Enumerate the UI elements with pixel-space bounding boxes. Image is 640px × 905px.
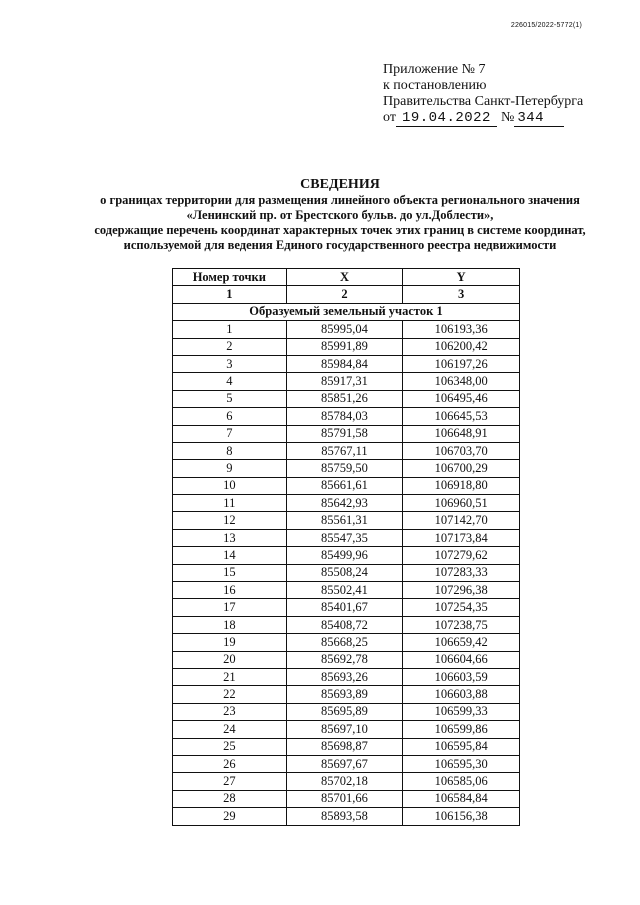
y-coordinate-cell: 106348,00 (403, 373, 520, 390)
table-header-row (173, 269, 520, 286)
title-block (60, 176, 620, 253)
table-row (173, 651, 520, 668)
x-coordinate-cell: 85692,78 (286, 651, 403, 668)
table-row (173, 512, 520, 529)
y-coordinate-cell: 106200,42 (403, 338, 520, 355)
point-number-cell: 7 (173, 425, 287, 442)
point-number-cell: 18 (173, 616, 287, 633)
table-row (173, 460, 520, 477)
x-coordinate-cell: 85702,18 (286, 773, 403, 790)
date-prefix: от (383, 110, 396, 125)
table-row (173, 564, 520, 581)
y-coordinate-cell: 106595,84 (403, 738, 520, 755)
x-coordinate-cell: 85991,89 (286, 338, 403, 355)
table-row (173, 616, 520, 633)
table-row (173, 738, 520, 755)
point-number-cell: 25 (173, 738, 287, 755)
coordinates-table (172, 268, 520, 826)
table-row (173, 547, 520, 564)
y-coordinate-cell: 106197,26 (403, 355, 520, 372)
header-x: X (286, 269, 403, 286)
x-coordinate-cell: 85759,50 (286, 460, 403, 477)
x-coordinate-cell: 85697,67 (286, 755, 403, 772)
column-number: 1 (173, 286, 287, 303)
point-number-cell: 29 (173, 808, 287, 825)
x-coordinate-cell: 85791,58 (286, 425, 403, 442)
x-coordinate-cell: 85547,35 (286, 529, 403, 546)
x-coordinate-cell: 85408,72 (286, 616, 403, 633)
point-number-cell: 9 (173, 460, 287, 477)
x-coordinate-cell: 85561,31 (286, 512, 403, 529)
table-row (173, 582, 520, 599)
point-number-cell: 14 (173, 547, 287, 564)
y-coordinate-cell: 106193,36 (403, 321, 520, 338)
x-coordinate-cell: 85668,25 (286, 634, 403, 651)
y-coordinate-cell: 106604,66 (403, 651, 520, 668)
x-coordinate-cell: 85695,89 (286, 703, 403, 720)
header-y: Y (403, 269, 520, 286)
table-row (173, 599, 520, 616)
y-coordinate-cell: 107142,70 (403, 512, 520, 529)
y-coordinate-cell: 106918,80 (403, 477, 520, 494)
x-coordinate-cell: 85642,93 (286, 495, 403, 512)
page-title: СВЕДЕНИЯ (300, 177, 380, 192)
decree-number: 344 (514, 110, 564, 127)
table-row (173, 442, 520, 459)
column-number: 2 (286, 286, 403, 303)
y-coordinate-cell: 106495,46 (403, 390, 520, 407)
x-coordinate-cell: 85995,04 (286, 321, 403, 338)
table-row (173, 634, 520, 651)
column-number-row (173, 286, 520, 303)
y-coordinate-cell: 106584,84 (403, 790, 520, 807)
appendix-line-1: Приложение № 7 (383, 62, 486, 77)
y-coordinate-cell: 106659,42 (403, 634, 520, 651)
point-number-cell: 3 (173, 355, 287, 372)
point-number-cell: 1 (173, 321, 287, 338)
table-row (173, 390, 520, 407)
y-coordinate-cell: 106645,53 (403, 408, 520, 425)
appendix-line-3: Правительства Санкт-Петербурга (383, 94, 584, 109)
point-number-cell: 10 (173, 477, 287, 494)
x-coordinate-cell: 85698,87 (286, 738, 403, 755)
point-number-cell: 21 (173, 668, 287, 685)
y-coordinate-cell: 106599,86 (403, 721, 520, 738)
point-number-cell: 15 (173, 564, 287, 581)
x-coordinate-cell: 85661,61 (286, 477, 403, 494)
y-coordinate-cell: 106603,59 (403, 668, 520, 685)
title-line-4: используемой для ведения Единого государственного реестра недвижимости (123, 238, 557, 252)
point-number-cell: 24 (173, 721, 287, 738)
x-coordinate-cell: 85693,26 (286, 668, 403, 685)
title-line-3: содержащие перечень координат характерных точек этих границ в системе координат, (94, 223, 586, 237)
table-row (173, 668, 520, 685)
y-coordinate-cell: 106700,29 (403, 460, 520, 477)
point-number-cell: 28 (173, 790, 287, 807)
y-coordinate-cell: 106603,88 (403, 686, 520, 703)
y-coordinate-cell: 106960,51 (403, 495, 520, 512)
x-coordinate-cell: 85784,03 (286, 408, 403, 425)
table-row (173, 808, 520, 825)
header-point-number: Номер точки (173, 269, 287, 286)
table-row (173, 529, 520, 546)
x-coordinate-cell: 85502,41 (286, 582, 403, 599)
appendix-block (383, 62, 583, 127)
point-number-cell: 16 (173, 582, 287, 599)
point-number-cell: 2 (173, 338, 287, 355)
point-number-cell: 4 (173, 373, 287, 390)
section-row (173, 303, 520, 320)
y-coordinate-cell: 106648,91 (403, 425, 520, 442)
table-row (173, 686, 520, 703)
point-number-cell: 26 (173, 755, 287, 772)
section-title: Образуемый земельный участок 1 (173, 303, 520, 320)
x-coordinate-cell: 85767,11 (286, 442, 403, 459)
table-row (173, 355, 520, 372)
table-row (173, 477, 520, 494)
table-row (173, 425, 520, 442)
point-number-cell: 23 (173, 703, 287, 720)
table-row (173, 703, 520, 720)
y-coordinate-cell: 106585,06 (403, 773, 520, 790)
table-row (173, 321, 520, 338)
point-number-cell: 20 (173, 651, 287, 668)
point-number-cell: 19 (173, 634, 287, 651)
table-row (173, 721, 520, 738)
point-number-cell: 13 (173, 529, 287, 546)
table-row (173, 773, 520, 790)
y-coordinate-cell: 107296,38 (403, 582, 520, 599)
x-coordinate-cell: 85499,96 (286, 547, 403, 564)
x-coordinate-cell: 85917,31 (286, 373, 403, 390)
point-number-cell: 22 (173, 686, 287, 703)
x-coordinate-cell: 85893,58 (286, 808, 403, 825)
point-number-cell: 17 (173, 599, 287, 616)
y-coordinate-cell: 106595,30 (403, 755, 520, 772)
x-coordinate-cell: 85401,67 (286, 599, 403, 616)
point-number-cell: 8 (173, 442, 287, 459)
table-row (173, 495, 520, 512)
y-coordinate-cell: 107238,75 (403, 616, 520, 633)
x-coordinate-cell: 85697,10 (286, 721, 403, 738)
table-row (173, 338, 520, 355)
point-number-cell: 27 (173, 773, 287, 790)
table-row (173, 755, 520, 772)
x-coordinate-cell: 85984,84 (286, 355, 403, 372)
table-row (173, 373, 520, 390)
title-line-2: «Ленинский пр. от Брестского бульв. до ул.Доблести», (186, 208, 494, 222)
decree-date: 19.04.2022 (396, 110, 497, 127)
point-number-cell: 11 (173, 495, 287, 512)
table-row (173, 790, 520, 807)
x-coordinate-cell: 85693,89 (286, 686, 403, 703)
point-number-cell: 5 (173, 390, 287, 407)
x-coordinate-cell: 85851,26 (286, 390, 403, 407)
appendix-line-2: к постановлению (383, 78, 487, 93)
point-number-cell: 6 (173, 408, 287, 425)
number-label: № (500, 110, 515, 125)
y-coordinate-cell: 107173,84 (403, 529, 520, 546)
column-number: 3 (403, 286, 520, 303)
title-line-1: о границах территории для размещения линейного объекта регионального значения (100, 193, 580, 207)
y-coordinate-cell: 107279,62 (403, 547, 520, 564)
x-coordinate-cell: 85508,24 (286, 564, 403, 581)
y-coordinate-cell: 106156,38 (403, 808, 520, 825)
y-coordinate-cell: 106599,33 (403, 703, 520, 720)
appendix-date-line (383, 110, 583, 127)
x-coordinate-cell: 85701,66 (286, 790, 403, 807)
y-coordinate-cell: 106703,70 (403, 442, 520, 459)
table-row (173, 408, 520, 425)
document-id: 226015/2022-5772(1) (510, 22, 582, 29)
y-coordinate-cell: 107283,33 (403, 564, 520, 581)
y-coordinate-cell: 107254,35 (403, 599, 520, 616)
point-number-cell: 12 (173, 512, 287, 529)
